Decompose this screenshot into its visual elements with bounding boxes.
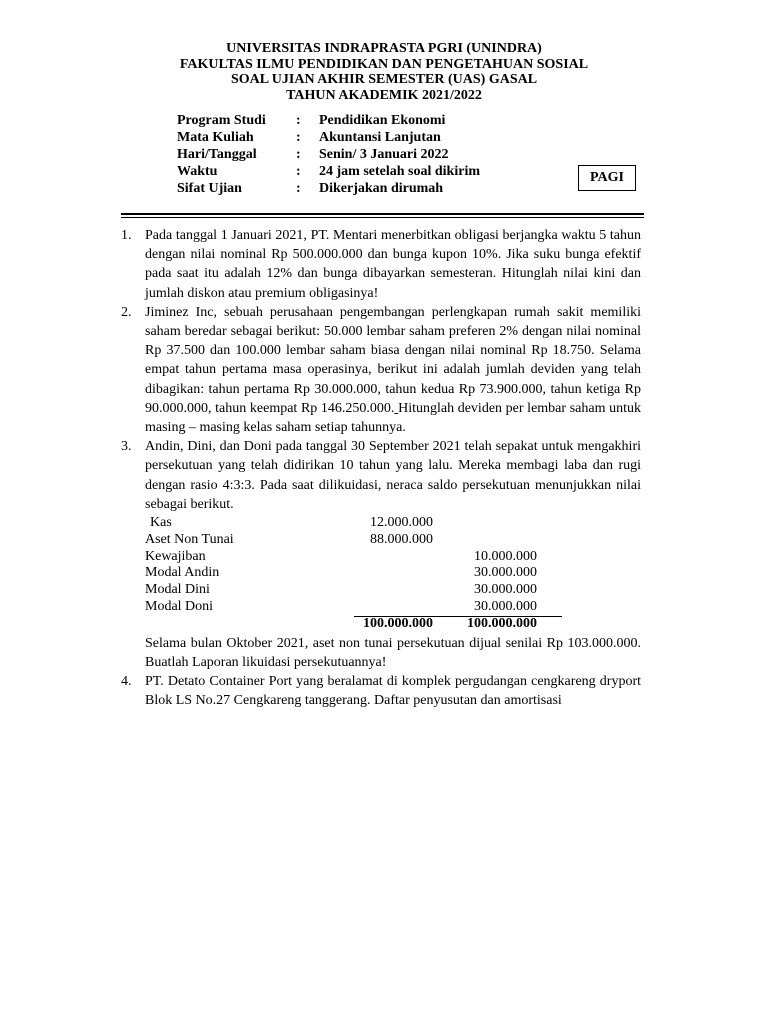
debit-value: 12.000.000 xyxy=(370,515,433,531)
question-1 xyxy=(121,226,641,303)
balance-row xyxy=(145,565,541,582)
account-name: Aset Non Tunai xyxy=(145,531,234,547)
account-name: Kewajiban xyxy=(145,548,206,564)
session-badge: PAGI xyxy=(578,165,636,191)
info-label: Hari/Tanggal xyxy=(177,147,257,162)
info-separator: : xyxy=(296,147,301,162)
balance-row xyxy=(145,582,541,599)
account-name: Modal Dini xyxy=(145,582,210,598)
info-label: Sifat Ujian xyxy=(177,181,242,196)
account-name: Modal Doni xyxy=(145,599,214,615)
question-text-continued: Hitunglah deviden per lembar saham untuk masing – masing kelas saham setiap tahunnya. xyxy=(145,400,641,436)
total-debit: 100.000.000 xyxy=(363,615,433,631)
university-name: UNIVERSITAS INDRAPRASTA PGRI (UNINDRA) xyxy=(226,41,542,56)
balance-row xyxy=(145,532,541,549)
header-divider-thin xyxy=(121,217,644,218)
header-divider-thick xyxy=(121,213,644,215)
trial-balance-wrapper xyxy=(121,515,641,633)
info-separator: : xyxy=(296,164,301,179)
info-label: Waktu xyxy=(177,164,218,179)
account-name: Modal Andin xyxy=(145,565,220,581)
credit-value: 30.000.000 xyxy=(474,599,537,615)
question-text: Jiminez Inc, sebuah perusahaan pengembangan perlengkapan rumah sakit memiliki saham beredar sebagai berikut: 50.000 lembar saham preferen 2% dengan nilai nominal Rp 37.500 dan 100.000 lembar saham biasa dengan nilai nominal Rp 18.750. Selama empat tahun pertama masa operasinya, berikut ini adalah jumlah deviden yang telah dibagikan: tahun pertama Rp 30.000.000, tahun kedua Rp 73.900.000, tahun ketiga Rp 90.000.000, tahun keempat Rp 146.250.000. xyxy=(145,304,641,416)
question-number: 4. xyxy=(121,674,132,690)
trial-balance xyxy=(145,515,541,633)
exam-header xyxy=(0,41,768,103)
question-number: 3. xyxy=(121,439,132,455)
info-value: Pendidikan Ekonomi xyxy=(319,113,446,128)
info-value: Senin/ 3 Januari 2022 xyxy=(319,147,449,162)
info-value: 24 jam setelah soal dikirim xyxy=(319,164,480,179)
info-value: Akuntansi Lanjutan xyxy=(319,130,441,145)
question-list xyxy=(121,226,641,710)
faculty-name: FAKULTAS ILMU PENDIDIKAN DAN PENGETAHUAN SOSIAL xyxy=(179,56,589,72)
info-label: Mata Kuliah xyxy=(177,130,254,145)
academic-year: TAHUN AKADEMIK 2021/2022 xyxy=(286,87,482,103)
info-separator: : xyxy=(296,181,301,196)
balance-row xyxy=(145,515,541,532)
total-credit: 100.000.000 xyxy=(467,615,537,631)
info-label: Program Studi xyxy=(177,113,266,128)
exam-title: SOAL UJIAN AKHIR SEMESTER (UAS) GASAL xyxy=(230,72,538,87)
credit-value: 10.000.000 xyxy=(474,548,537,564)
debit-value: 88.000.000 xyxy=(370,531,433,547)
info-value: Dikerjakan dirumah xyxy=(319,181,444,196)
question-2 xyxy=(121,303,641,437)
balance-row xyxy=(145,599,541,616)
question-text: Andin, Dini, dan Doni pada tanggal 30 September 2021 telah sepakat untuk mengakhiri persekutuan yang telah didirikan 10 tahun yang lalu. Mereka membagi laba dan rugi dengan rasio 4:3:3. Pada saat dilikuidasi, neraca saldo persekutuan menunjukkan nilai sebagai berikut. xyxy=(145,439,641,512)
account-name: Kas xyxy=(150,515,172,531)
question-number: 1. xyxy=(121,228,132,243)
balance-row xyxy=(145,549,541,566)
info-separator: : xyxy=(296,113,301,128)
info-separator: : xyxy=(296,130,301,145)
balance-total-row xyxy=(145,616,541,633)
question-text: PT. Detato Container Port yang beralamat di komplek pergudangan cengkareng dryport Blok LS No.27 Cengkareng tanggerang. Daftar penyusutan dan amortisasi xyxy=(145,674,641,709)
question-3 xyxy=(121,437,641,514)
question-number: 2. xyxy=(121,304,132,320)
question-3-followup: Selama bulan Oktober 2021, aset non tunai persekutuan dijual senilai Rp 103.000.000. Buatlah Laporan likuidasi persekutuannya! xyxy=(145,635,641,670)
credit-value: 30.000.000 xyxy=(474,582,537,598)
question-4 xyxy=(121,672,641,710)
question-text: Pada tanggal 1 Januari 2021, PT. Mentari menerbitkan obligasi berjangka waktu 5 tahun dengan nilai nominal Rp 500.000.000 dan bunga kupon 10%. Jika suku bunga efektif pada saat itu adalah 12% dan bunga dibayarkan semesteran. Hitunglah nilai kini dan jumlah diskon atau premium obligasinya! xyxy=(145,228,641,301)
credit-value: 30.000.000 xyxy=(474,565,537,581)
